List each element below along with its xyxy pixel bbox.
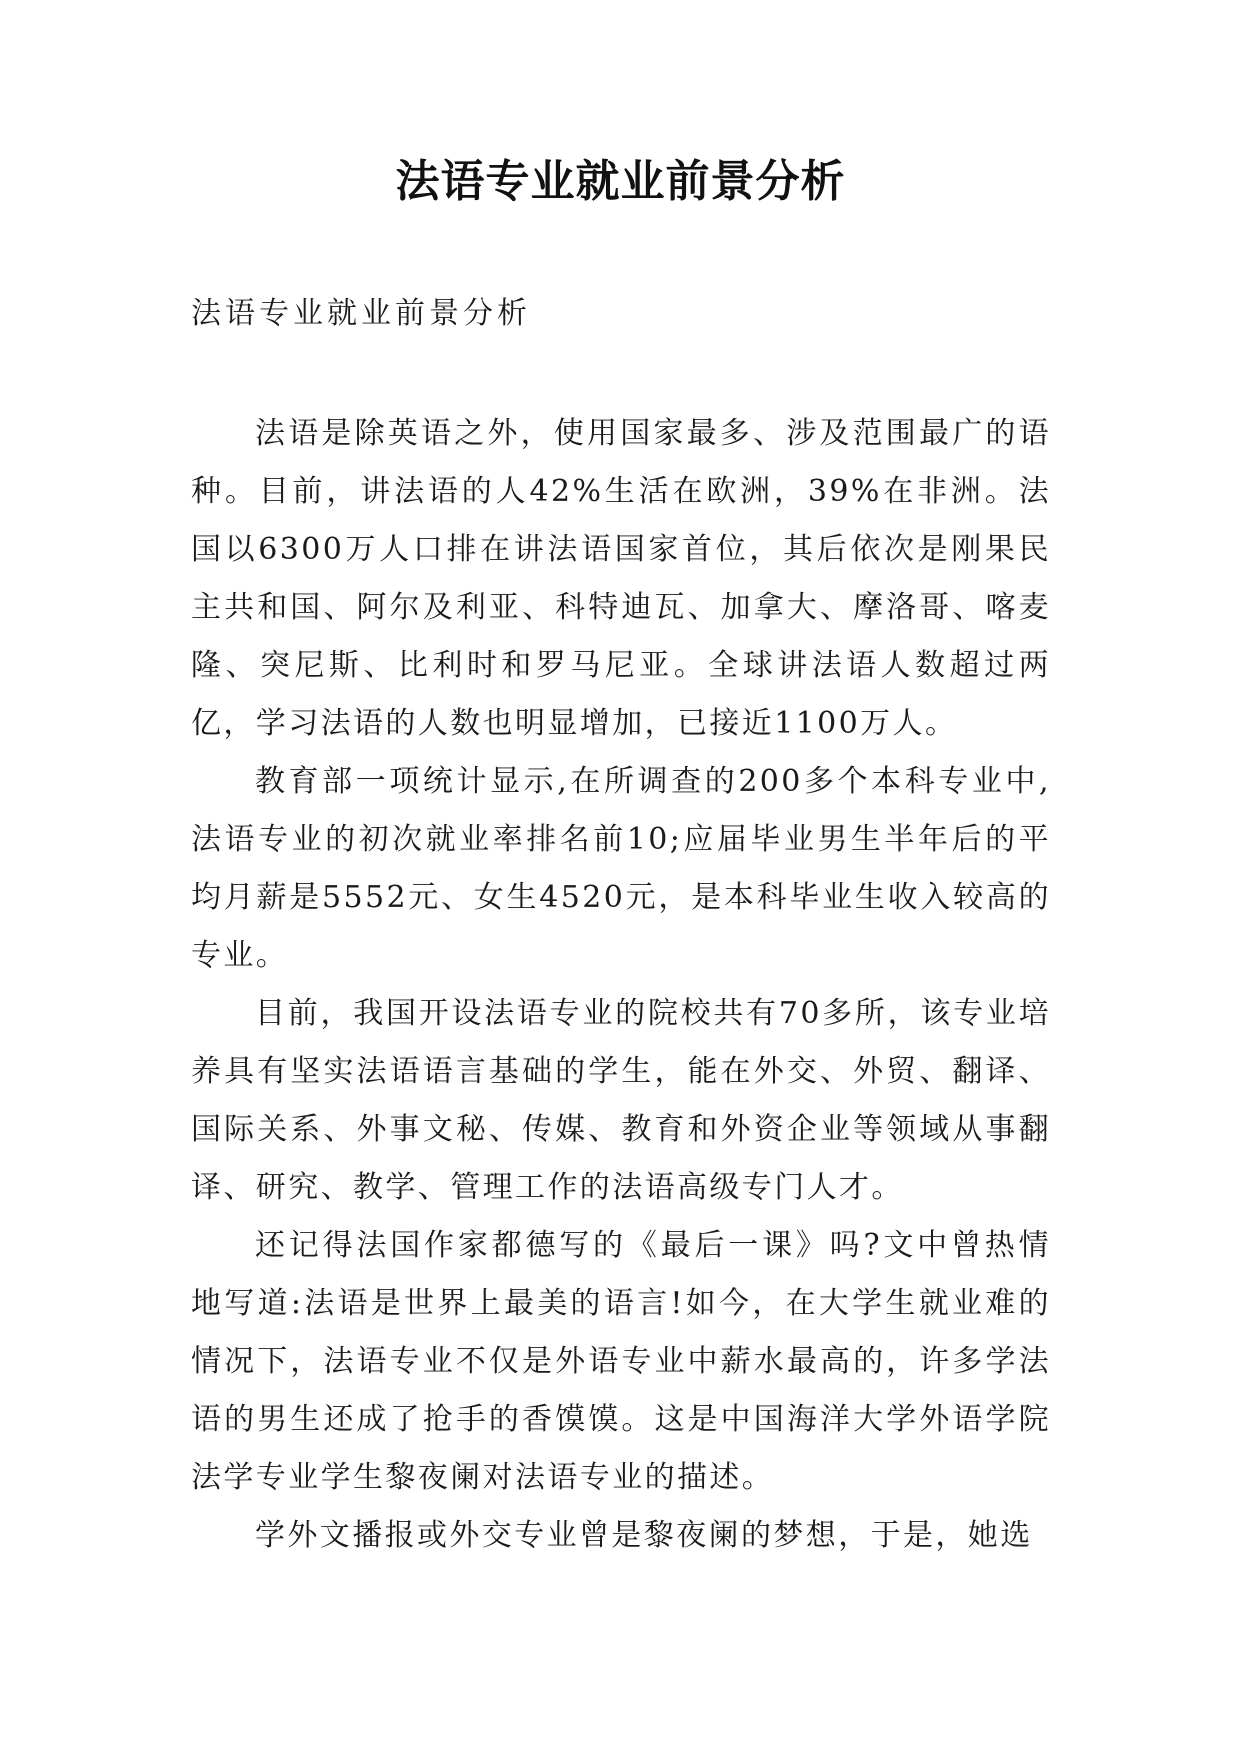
document-body <box>191 405 1051 1565</box>
document-title: 法语专业就业前景分析 <box>395 156 846 207</box>
paragraph: 还记得法国作家都德写的《最后一课》吗?文中曾热情地写道:法语是世界上最美的语言!如今，在大学生就业难的情况下，法语专业不仅是外语专业中薪水最高的，许多学法语的男生还成了抢手的香馍馍。这是中国海洋大学外语学院法学专业学生黎夜阑对法语专业的描述。 <box>191 1228 1051 1495</box>
document-subtitle: 法语专业就业前景分析 <box>191 296 531 331</box>
paragraph: 法语是除英语之外，使用国家最多、涉及范围最广的语种。目前，讲法语的人42%生活在欧洲，39%在非洲。法国以6300万人口排在讲法语国家首位，其后依次是刚果民主共和国、阿尔及利亚、科特迪瓦、加拿大、摩洛哥、喀麦隆、突尼斯、比利时和罗马尼亚。全球讲法语人数超过两亿，学习法语的人数也明显增加，已接近1100万人。 <box>191 416 1051 741</box>
paragraph: 学外文播报或外交专业曾是黎夜阑的梦想，于是，她选 <box>255 1518 1033 1553</box>
paragraph: 教育部一项统计显示,在所调查的200多个本科专业中,法语专业的初次就业率排名前10;应届毕业男生半年后的平均月薪是5552元、女生4520元，是本科毕业生收入较高的专业。 <box>191 764 1051 973</box>
paragraph: 目前，我国开设法语专业的院校共有70多所，该专业培养具有坚实法语语言基础的学生，能在外交、外贸、翻译、国际关系、外事文秘、传媒、教育和外资企业等领域从事翻译、研究、教学、管理工作的法语高级专门人才。 <box>191 996 1051 1205</box>
